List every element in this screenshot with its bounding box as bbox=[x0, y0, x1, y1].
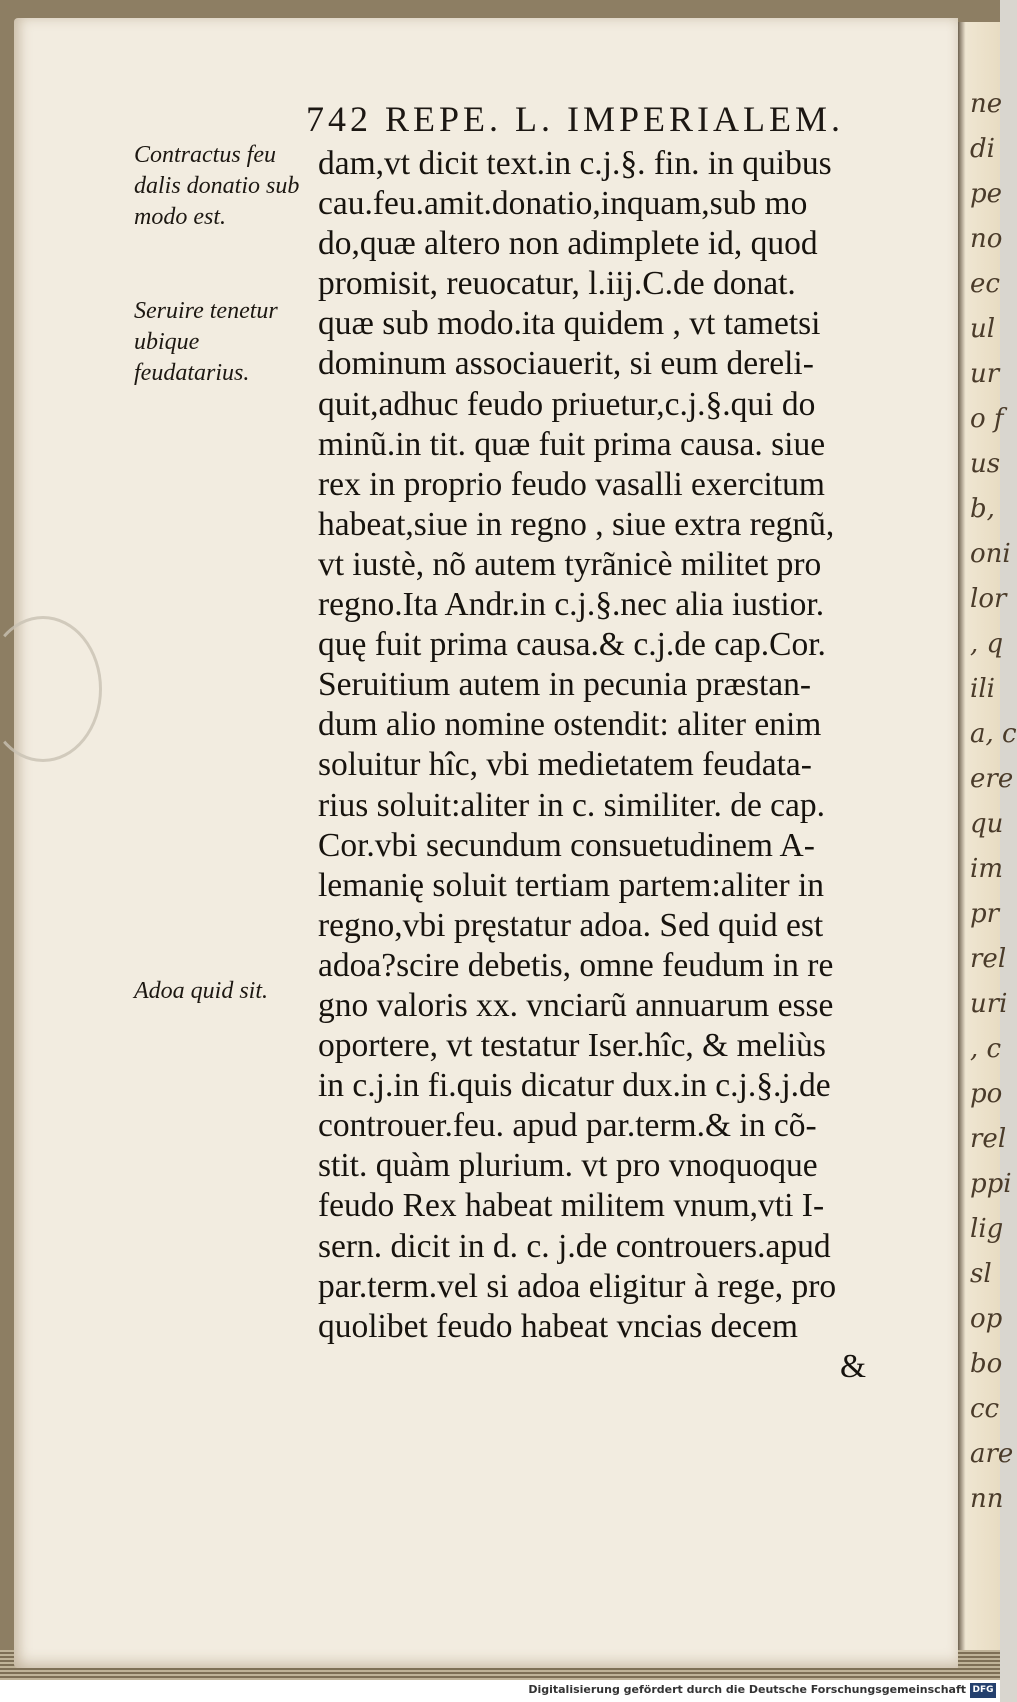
text-line: Cor.vbi secundum consuetudinem A- bbox=[318, 826, 815, 864]
text-line: quit,adhuc feudo priuetur,c.j.§.qui do bbox=[318, 385, 816, 423]
margin-note: Contractus feu dalis donatio sub modo est. bbox=[134, 142, 300, 230]
text-line: regno,vbi pręstatur adoa. Sed quid est bbox=[318, 906, 824, 944]
text-line: Seruitium autem in pecunia præstan- bbox=[318, 666, 812, 704]
text-line: rius soluit:aliter in c. similiter. de cap. bbox=[318, 786, 826, 824]
text-line: quę fuit prima causa.& c.j.de cap.Cor. bbox=[318, 626, 826, 664]
text-line: do,quæ altero non adimplete id, quod bbox=[318, 225, 818, 263]
page-clip-mark bbox=[0, 616, 102, 762]
body-text bbox=[318, 144, 918, 1387]
catchword: & bbox=[839, 1347, 866, 1385]
text-line: regno.Ita Andr.in c.j.§.nec alia iustior. bbox=[318, 586, 825, 624]
text-line: dam,vt dicit text.in c.j.§. fin. in quibus bbox=[318, 145, 832, 182]
margin-note: Adoa quid sit. bbox=[134, 978, 269, 1004]
text-line: vt iustè, nõ autem tyrãnicè militet pro bbox=[318, 545, 822, 583]
running-head-title: REPE. L. IMPERIALEM. bbox=[385, 99, 845, 139]
text-line: dum alio nomine ostendit: aliter enim bbox=[318, 706, 822, 744]
text-line: gno valoris xx. vnciarũ annuarum esse bbox=[318, 986, 834, 1024]
text-line: cau.feu.amit.donatio,inquam,sub mo bbox=[318, 185, 808, 223]
running-header bbox=[306, 98, 906, 148]
funding-credit: Digitalisierung gefördert durch die Deutsche Forschungsgemeinschaft bbox=[528, 1683, 966, 1696]
text-line: minũ.in tit. quæ fuit prima causa. siue bbox=[318, 425, 826, 463]
text-line: sern. dicit in d. c. j.de controuers.apud bbox=[318, 1227, 831, 1265]
text-line: dominum associauerit, si eum dereli- bbox=[318, 345, 814, 383]
text-line: habeat,siue in regno , siue extra regnũ, bbox=[318, 505, 835, 543]
text-line: adoa?scire debetis, omne feudum in re bbox=[318, 946, 834, 984]
text-line: feudo Rex habeat militem vnum,vti I- bbox=[318, 1187, 825, 1225]
margin-note: Seruire tenetur ubique feudatarius. bbox=[134, 298, 278, 386]
adjacent-page-strip bbox=[958, 22, 1017, 1672]
text-line: promisit, reuocatur, l.iij.C.de donat. bbox=[318, 265, 796, 303]
text-line: controuer.feu. apud par.term.& in cõ- bbox=[318, 1107, 817, 1145]
text-line: soluitur hîc, vbi medietatem feudata- bbox=[318, 746, 812, 784]
text-line: in c.j.in fi.quis dicatur dux.in c.j.§.j.de bbox=[318, 1067, 831, 1105]
text-line: rex in proprio feudo vasalli exercitum bbox=[318, 465, 825, 503]
text-line: stit. quàm plurium. vt pro vnoquoque bbox=[318, 1147, 818, 1185]
text-line: lemanię soluit tertiam partem:aliter in bbox=[318, 866, 825, 904]
text-line: quolibet feudo habeat vncias decem bbox=[318, 1307, 798, 1345]
text-line: quæ sub modo.ita quidem , vt tametsi bbox=[318, 305, 821, 343]
adjacent-page-fragments: ne di pe no ec ul ur o f us b, oni lor , q ili a, c ere qu im pr rel uri , c po rel ppi lig sl op bo cc are nn bbox=[970, 89, 1017, 1514]
page-number: 742 bbox=[306, 99, 372, 139]
dfg-logo: DFG bbox=[970, 1683, 996, 1698]
digitization-footer bbox=[0, 1680, 1000, 1702]
text-line: oportere, vt testatur Iser.hîc, & meliùs bbox=[318, 1027, 826, 1065]
text-line: par.term.vel si adoa eligitur à rege, pro bbox=[318, 1267, 837, 1305]
